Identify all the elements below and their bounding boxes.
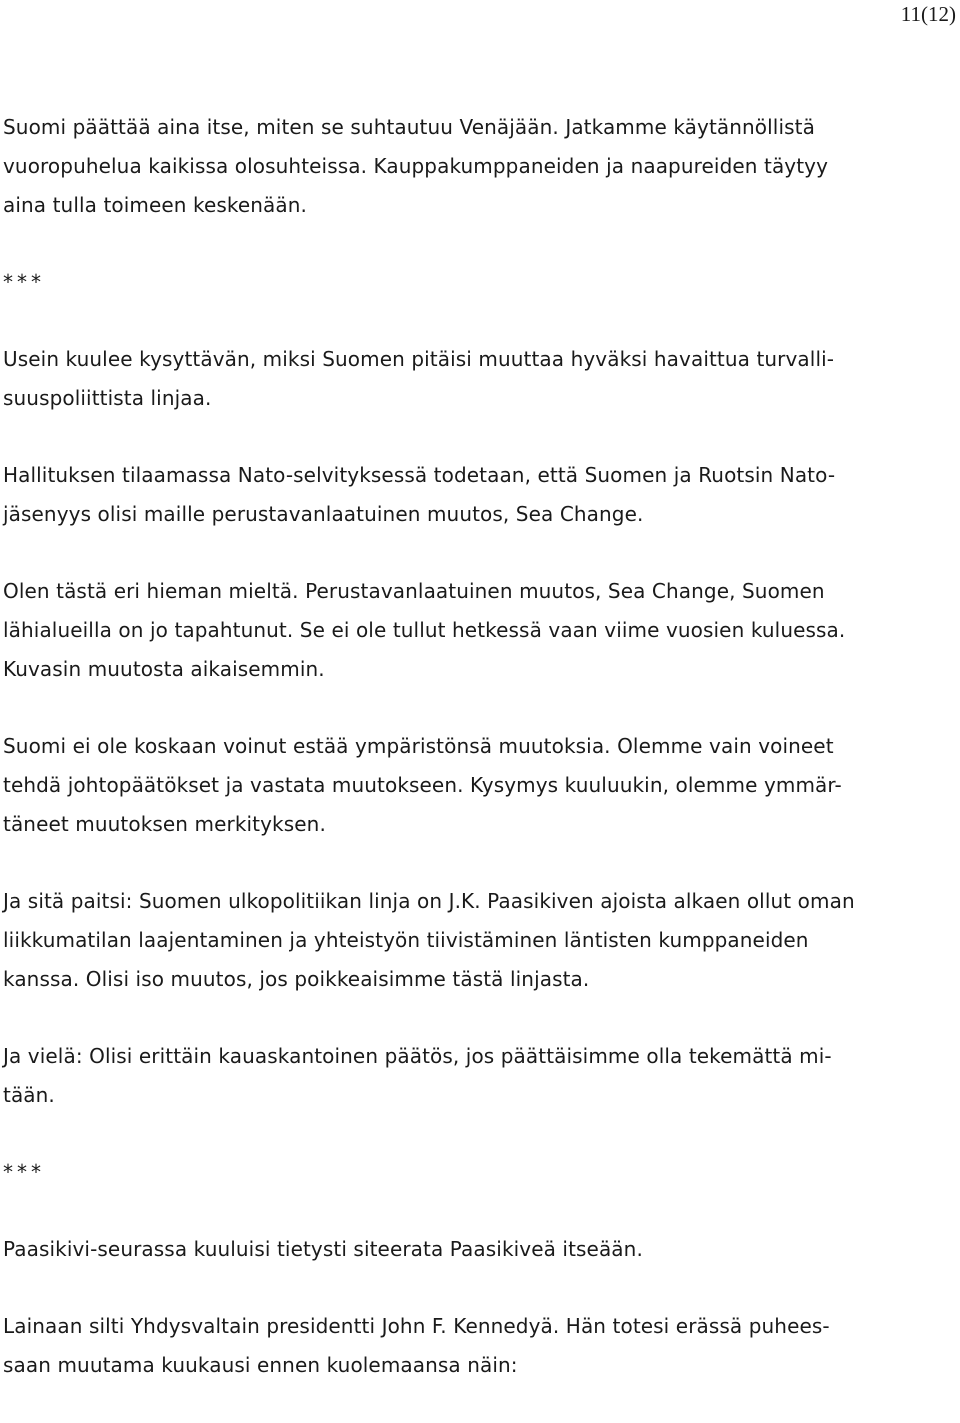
text-line: vuoropuhelua kaikissa olosuhteissa. Kauppakumppaneiden ja naapureiden täytyy	[3, 154, 829, 178]
text-line: Suomi päättää aina itse, miten se suhtautuu Venäjään. Jatkamme käytännöllistä	[3, 115, 815, 139]
paragraph	[3, 456, 953, 534]
text-line: lähialueilla on jo tapahtunut. Se ei ole tullut hetkessä vaan viime vuosien kuluessa.	[3, 618, 846, 642]
text-line: tään.	[3, 1083, 55, 1107]
paragraph	[3, 1307, 953, 1385]
text-line: liikkumatilan laajentaminen ja yhteistyön tiivistäminen läntisten kumppaneiden	[3, 928, 809, 952]
text-line: kanssa. Olisi iso muutos, jos poikkeaisimme tästä linjasta.	[3, 967, 590, 991]
section-separator	[3, 1153, 953, 1192]
paragraph	[3, 340, 953, 418]
section-separator	[3, 263, 953, 302]
paragraph	[3, 572, 953, 689]
paragraph	[3, 108, 953, 225]
text-line: Lainaan silti Yhdysvaltain presidentti John F. Kennedyä. Hän totesi erässä puhees-	[3, 1314, 830, 1338]
text-line: Paasikivi-seurassa kuuluisi tietysti siteerata Paasikiveä itseään.	[3, 1237, 643, 1261]
text-line: aina tulla toimeen keskenään.	[3, 193, 307, 217]
text-line: Ja sitä paitsi: Suomen ulkopolitiikan linja on J.K. Paasikiven ajoista alkaen ollut oman	[3, 889, 855, 913]
text-line: Kuvasin muutosta aikaisemmin.	[3, 657, 325, 681]
text-line: saan muutama kuukausi ennen kuolemaansa näin:	[3, 1353, 518, 1377]
text-line: suuspoliittista linjaa.	[3, 386, 212, 410]
text-line: Usein kuulee kysyttävän, miksi Suomen pitäisi muuttaa hyväksi havaittua turvalli-	[3, 347, 835, 371]
text-line: Ja vielä: Olisi erittäin kauaskantoinen päätös, jos päättäisimme olla tekemättä mi-	[3, 1044, 832, 1068]
text-line: tehdä johtopäätökset ja vastata muutokseen. Kysymys kuuluukin, olemme ymmär-	[3, 773, 842, 797]
page-number: 11(12)	[900, 2, 956, 26]
text-line: jäsenyys olisi maille perustavanlaatuinen muutos, Sea Change.	[3, 502, 644, 526]
paragraph	[3, 882, 953, 999]
text-line: Suomi ei ole koskaan voinut estää ympäristönsä muutoksia. Olemme vain voineet	[3, 734, 834, 758]
separator-text: ***	[3, 270, 45, 294]
separator-text: ***	[3, 1160, 45, 1184]
document-body	[3, 108, 953, 1423]
paragraph	[3, 727, 953, 844]
paragraph	[3, 1230, 953, 1269]
text-line: Hallituksen tilaamassa Nato-selvityksessä todetaan, että Suomen ja Ruotsin Nato-	[3, 463, 836, 487]
text-line: Olen tästä eri hieman mieltä. Perustavanlaatuinen muutos, Sea Change, Suomen	[3, 579, 825, 603]
paragraph	[3, 1037, 953, 1115]
text-line: täneet muutoksen merkityksen.	[3, 812, 326, 836]
